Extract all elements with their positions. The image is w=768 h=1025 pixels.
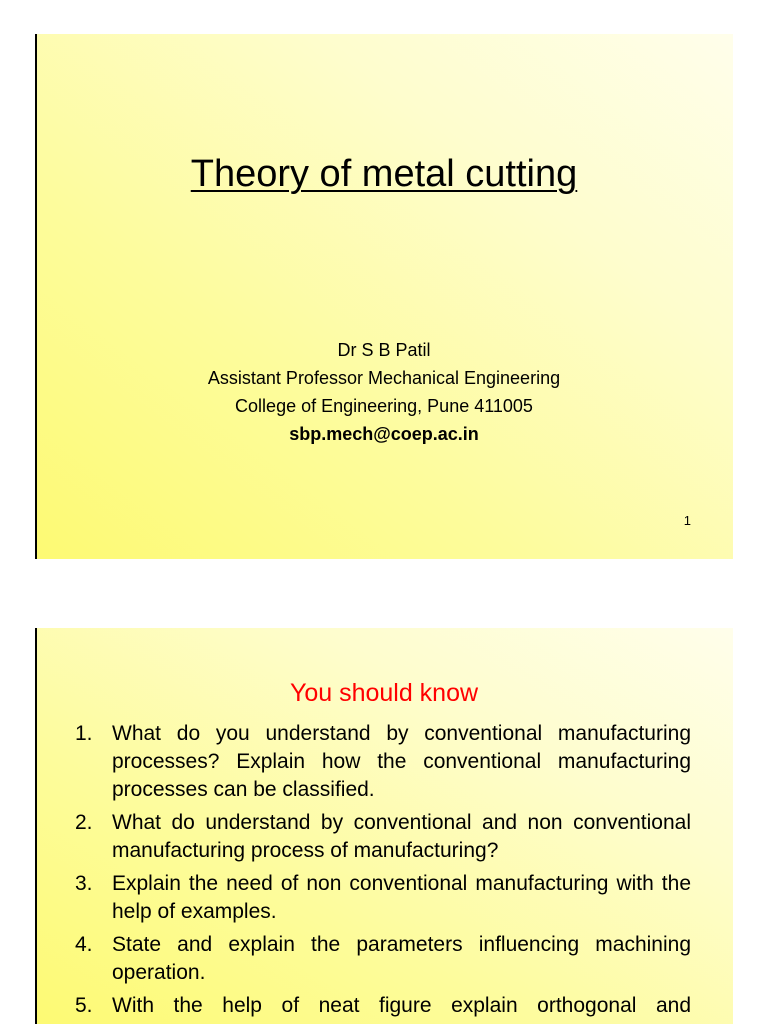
list-item [75, 809, 691, 865]
list-item-number: 3. [75, 872, 93, 895]
list-item [75, 720, 691, 804]
list-item-number: 1. [75, 722, 93, 745]
author-block [35, 336, 733, 448]
slide-left-border [35, 34, 37, 559]
list-item [75, 931, 691, 987]
section-heading: You should know [289, 679, 479, 707]
author-institution: College of Engineering, Pune 411005 [235, 396, 533, 416]
list-item-text: With the help of neat figure explain orthogonal and [112, 994, 691, 1017]
slide-title: Theory of metal cutting [190, 153, 578, 195]
list-item-text: What do understand by conventional and non conventional manufacturing process of manufacturing? [112, 811, 691, 862]
list-item-number: 4. [75, 933, 93, 956]
list-item-number: 5. [75, 994, 93, 1017]
list-item [75, 870, 691, 926]
list-item-text: What do you understand by conventional manufacturing processes? Explain how the conventional manufacturing processes can be classified. [112, 722, 691, 801]
list-item-text: State and explain the parameters influencing machining operation. [112, 933, 691, 984]
list-item [75, 992, 691, 1020]
list-item-number: 2. [75, 811, 93, 834]
author-position: Assistant Professor Mechanical Engineering [207, 368, 561, 388]
list-item-text: Explain the need of non conventional manufacturing with the help of examples. [112, 872, 691, 923]
slide-2 [35, 628, 733, 1024]
slide-1 [35, 34, 733, 559]
slide-number: 1 [683, 513, 691, 528]
author-email: sbp.mech@coep.ac.in [289, 424, 479, 444]
question-list [75, 720, 691, 1025]
author-name: Dr S B Patil [337, 340, 431, 360]
